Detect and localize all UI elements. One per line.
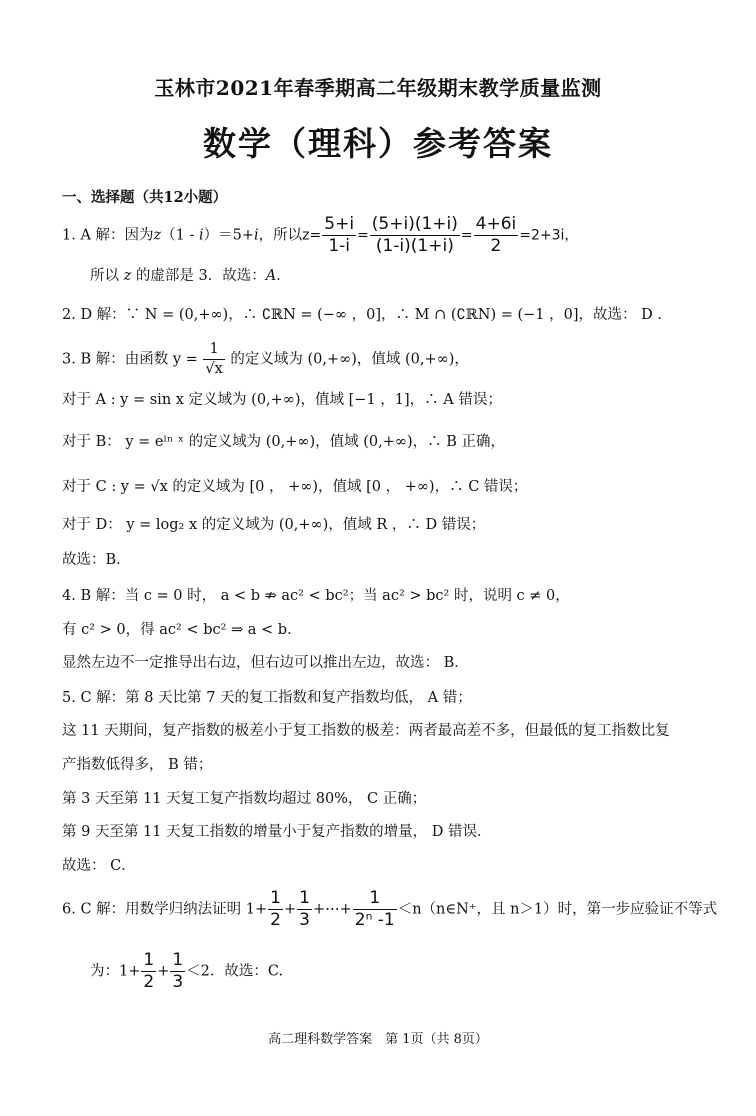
denominator: 2 [490,236,502,256]
numerator: 1 [172,950,184,970]
text: ＜2．故选：C. [186,963,284,980]
text: =2+3i， [519,227,579,244]
question-5-line-6: 故选： C． [62,858,136,874]
text: = [460,227,473,244]
question-5-line-5: 第 9 天至第 11 天复工指数的增量小于复产指数的增量， D 错误． [62,824,492,840]
fraction [353,888,397,931]
text: i [254,227,259,244]
exam-title: 玉林市2021年春季期高二年级期末教学质量监测 [154,76,602,100]
fraction [370,214,460,257]
denominator: (1-i)(1+i) [375,236,454,256]
question-4-line-2: 有 c² > 0，得 ac² < bc² ⇒ a < b． [62,622,302,638]
question-5-line-4: 第 3 天至第 11 天复工复产指数均超过 80%， C 正确； [62,791,427,807]
numerator: 4+6i [475,214,517,234]
text: 的定义域为 (0,+∞)，值域 (0,+∞)， [225,351,469,368]
text: ）＝5+ [203,227,255,244]
text: z [153,227,162,244]
page-title: 数学（理科）参考答案 [203,124,553,163]
question-5-line-3: 产指数低得多， B 错； [62,757,213,773]
section-heading: 一、选择题（共12小题） [62,189,228,206]
fraction [297,888,312,931]
text: 3. B 解：由函数 y = [62,351,203,368]
denominator: 2 [143,972,155,992]
numerator: 1 [203,340,224,360]
question-5-line-1: 5. C 解：第 8 天比第 7 天的复工指数和复产指数均低， A 错； [62,690,472,706]
numerator: 1 [143,950,155,970]
text: 为：1+ [90,963,141,980]
text: ． [276,268,291,284]
text: 6. C 解：用数学归纳法证明 1+ [62,901,268,918]
question-3-line-2: 对于 A : y = sin x 定义域为 (0,+∞)，值域 [−1 ，1]，∴ A 错误； [62,392,502,408]
fraction [141,950,156,993]
question-3-line-6: 故选：B． [62,552,131,568]
numerator: 1 [353,888,397,910]
fraction [268,888,283,931]
denominator: 1-i [328,236,350,256]
text: 1. A 解：因为 [62,227,154,244]
numerator: 1 [299,888,310,908]
fraction [322,214,356,257]
question-5-line-2: 这 11 天期间，复产指数的极差小于复工指数的极差：两者最高差不多，但最低的复工指数比复 [62,723,670,739]
text: 所以 [90,268,119,284]
text: + [283,901,297,918]
text: = [357,227,369,244]
numerator: 1 [270,888,281,908]
text: + [157,963,170,980]
denominator: √x [205,361,223,377]
fraction [474,214,519,257]
fraction [203,340,224,379]
question-3-line-5: 对于 D： y = log₂ x 的定义域为 (0,+∞)，值域 R ，∴ D 错误； [62,517,486,533]
text: A [265,268,277,284]
text: z [123,268,132,284]
denominator: 3 [299,910,310,930]
question-1-line-1 [62,214,578,257]
page-footer: 高二理科数学答案 第 1页（共 8页） [268,1032,488,1047]
numerator: (5+i)(1+i) [371,214,458,234]
text: ＜n（n∈N⁺，且 n＞1）时，第一步应验证不等式 [397,901,718,918]
text: ，所以 [258,227,303,244]
text: +⋯+ [312,901,352,918]
denominator: 3 [172,972,184,992]
text: （1 - [161,227,200,244]
text: i [199,227,204,244]
denominator: 2 [270,910,281,930]
denominator: 2ⁿ -1 [354,910,395,930]
fraction [170,950,185,993]
text: 的虚部是 3．故选： [135,268,266,284]
question-4-line-3: 显然左边不一定推导出右边，但右边可以推出左边，故选： B． [62,655,469,671]
text: z= [302,227,322,244]
question-2: 2. D 解：∵ N = (0,+∞)，∴ ∁ℝN = (−∞ ，0]，∴ M ∩ (∁ℝN) = (−1 ，0]，故选： D ． [62,307,672,323]
question-3-line-4: 对于 C : y = √x 的定义域为 [0 ， +∞)，值域 [0 ， +∞)，∴ C 错误； [62,479,528,495]
numerator: 5+i [324,214,355,234]
question-1-line-2 [90,264,291,285]
question-3-line-3: 对于 B： y = eˡⁿ ˣ 的定义域为 (0,+∞)，值域 (0,+∞)，∴ B 正确， [62,434,506,450]
question-6-line-2 [90,950,283,993]
question-4-line-1: 4. B 解：当 c = 0 时， a < b ⇏ ac² < bc²；当 ac² > bc² 时，说明 c ≠ 0， [62,588,570,604]
question-6-line-1 [62,888,717,931]
question-3-line-1 [62,340,469,379]
